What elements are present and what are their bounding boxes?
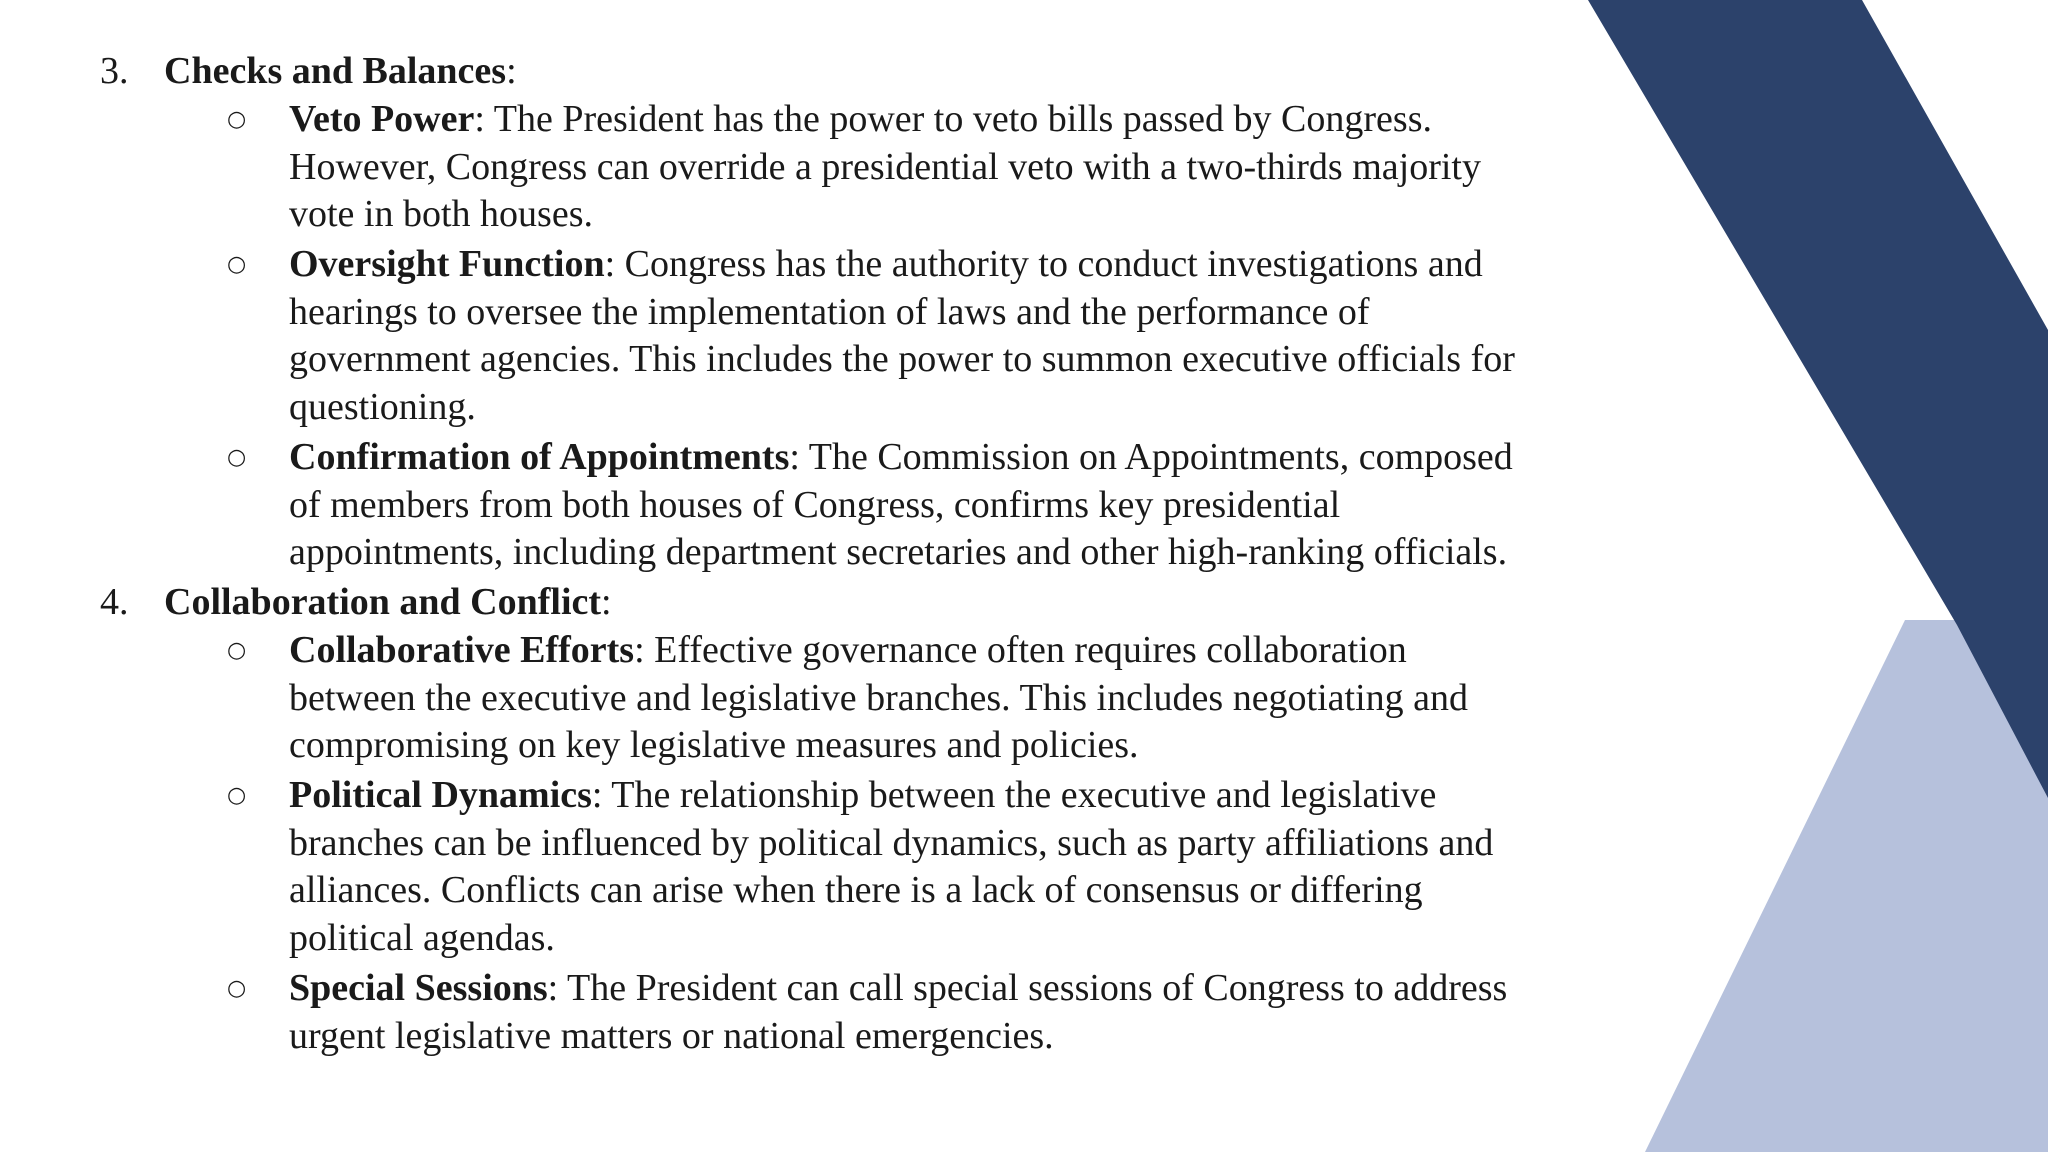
item-line: of members from both houses of Congress, confirms key presidential <box>289 483 1341 526</box>
section-title-suffix: : <box>601 581 612 623</box>
item-line: branches can be influenced by political dynamics, such as party affiliations and <box>289 821 1494 864</box>
item-line <box>289 241 1669 289</box>
item-line: between the executive and legislative branches. This includes negotiating and <box>289 676 1469 719</box>
section-number: 4. <box>100 581 129 623</box>
section-number: 3. <box>100 50 129 92</box>
item-line: urgent legislative matters or national emergencies. <box>289 1014 1054 1057</box>
item-line <box>289 965 1669 1013</box>
hollow-circle-bullet-icon: ○ <box>227 445 247 470</box>
item-line: appointments, including department secretaries and other high-ranking officials. <box>289 531 1508 573</box>
item-line: political agendas. <box>289 916 555 959</box>
section-heading-checks-and-balances <box>100 48 517 96</box>
list-item-oversight-function <box>227 241 1669 431</box>
item-text: : The President can call special sessions of Congress to address <box>547 967 1508 1009</box>
item-text: : The President has the power to veto bills passed by Congress. <box>474 98 1432 140</box>
item-line <box>289 96 1669 144</box>
item-line: hearings to oversee the implementation of laws and the performance of <box>289 290 1370 333</box>
item-title: Veto Power <box>289 98 475 140</box>
item-title: Confirmation of Appointments <box>289 436 790 478</box>
item-title: Special Sessions <box>289 967 548 1009</box>
list-item-confirmation-of-appointments <box>227 434 1669 577</box>
item-line: However, Congress can override a presidential veto with a two-thirds majority <box>289 145 1481 188</box>
section-heading-collaboration-and-conflict <box>100 579 612 627</box>
item-line: questioning. <box>289 385 476 428</box>
item-title: Political Dynamics <box>289 774 592 816</box>
item-text: : Effective governance often requires collaboration <box>634 629 1407 671</box>
item-line <box>289 772 1669 820</box>
item-text: : The relationship between the executive and legislative <box>591 774 1437 816</box>
section-title: Checks and Balances <box>164 50 507 92</box>
item-line <box>289 627 1669 675</box>
list-item-veto-power <box>227 96 1669 239</box>
item-line: government agencies. This includes the power to summon executive officials for <box>289 338 1515 380</box>
item-line <box>289 434 1669 482</box>
item-line: alliances. Conflicts can arise when there is a lack of consensus or differing <box>289 869 1423 911</box>
item-line: vote in both houses. <box>289 193 593 235</box>
item-title: Oversight Function <box>289 243 605 285</box>
item-title: Collaborative Efforts <box>289 629 635 671</box>
item-text: : The Commission on Appointments, composed <box>789 436 1513 478</box>
list-item-collaborative-efforts <box>227 627 1669 770</box>
hollow-circle-bullet-icon: ○ <box>227 638 247 663</box>
hollow-circle-bullet-icon: ○ <box>227 783 247 808</box>
hollow-circle-bullet-icon: ○ <box>227 976 247 1001</box>
list-item-special-sessions <box>227 965 1669 1060</box>
list-item-political-dynamics <box>227 772 1669 962</box>
item-text: : Congress has the authority to conduct investigations and <box>604 243 1483 285</box>
item-line: compromising on key legislative measures and policies. <box>289 724 1139 766</box>
section-title-suffix: : <box>506 50 517 92</box>
hollow-circle-bullet-icon: ○ <box>227 252 247 277</box>
hollow-circle-bullet-icon: ○ <box>227 107 247 132</box>
section-title: Collaboration and Conflict <box>164 581 602 623</box>
